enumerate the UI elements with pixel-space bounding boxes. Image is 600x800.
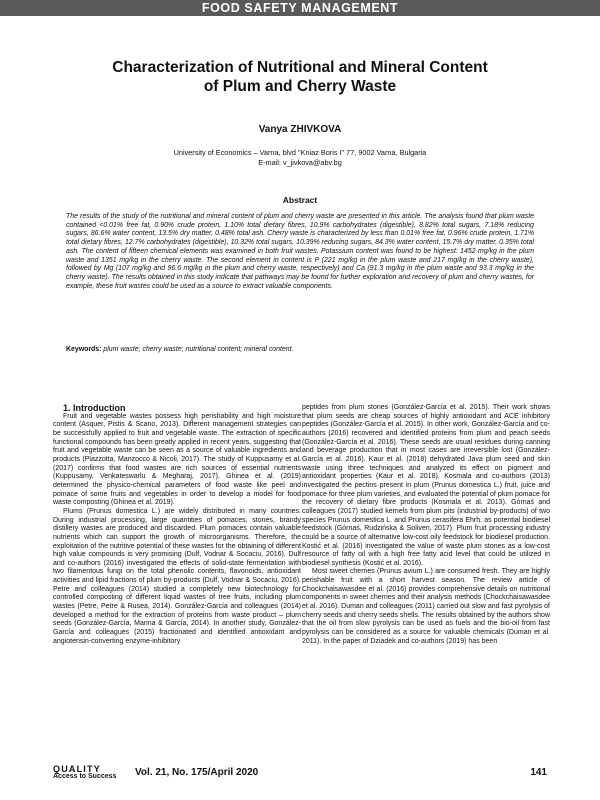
article-title-line-1: Characterization of Nutritional and Mineral Content bbox=[112, 59, 488, 76]
journal-brand-tagline: Access to Success bbox=[53, 773, 117, 780]
journal-brand bbox=[53, 765, 116, 781]
article-title-line-2: of Plum and Cherry Waste bbox=[203, 78, 397, 95]
left-column bbox=[53, 404, 301, 646]
affiliation: University of Economics – Varna, blvd "Kniaz Boris I" 77, 9002 Varna, Bulgaria bbox=[173, 148, 427, 157]
journal-brand-name: QUALITY bbox=[53, 764, 101, 774]
author-affiliation-block bbox=[40, 148, 560, 168]
abstract-heading: Abstract bbox=[282, 195, 318, 205]
keywords-list: plum waste; cherry waste; nutritional content; mineral content. bbox=[103, 346, 294, 353]
body-paragraph: peptides from plum stones (González-García et al. 2015). Their work shows that plum seeds are cheap sources of highly antioxidant and ACE inhibitory peptides (González-García et al. 2015). In other work, González-García and co-authors (2016) recovered and identified proteins from plum and peach seeds (González-García et al. 2016). These seeds are usual residues during canning and beverage production that in most cases are irreversible lost (González-García et al. 2016). Kaur et al. (2018) dehydrated Java plum seed and skin waste using three techniques and analyzed its effect on pigment and antioxidant properties (Kaur et al. 2018). Kosmala and co-authors (2013) investigated the pectins present in plum (Prunus domestica L.) fruit, juice and pomace for three plum varieties, and evaluated the potential of plum pomace for the recovery of dietary fibre products (Kosmala et al. 2013). Górnaś and colleagues (2017) studied kernels from plum pits (industrial by-products) of two species Prunus domestica L. and Prunus cerasifera Ehrh. as potential biodiesel feedstock (Górnaś, Rudzińska & Soliven, 2017). Plum fruit processing industry could be a source of alternative low-cost oily feedstock for biodiesel production. Kostić et al. (2016) investigated the value of waste plum stones as a low-cost resource of fatty oil with a high free fatty acid level that could be utilized in biodiesel synthesis (Kostić et al. 2016). bbox=[302, 404, 550, 567]
keywords-line bbox=[66, 345, 534, 354]
author-email: E-mail: v_jivkova@abv.bg bbox=[258, 158, 342, 167]
body-paragraph: Fruit and vegetable wastes possess high perishability and high moisture content (Asquer, Pistis & Scano, 2013). Different management strategies can be successfully applied to fruit and vegetable waste. The extraction of specific functional compounds has been greatly applied in recent years, suggesting that fruit and vegetable waste can be seen as a source of valuable ingredients and products (Plazzotta, Manzocco & Nicoli, 2017). The study of Kuppusamy et al. (2017) confirms that food wastes are rich sources of essential nutrients (Kuppusamy, Venkateswarlu & Megharaj, 2017). Ghinea et al. (2019) determined the physico-chemical parameters of food waste like peel and pomace of some fruits and vegetables in order to develop a model for food waste composting (Ghinea et al. 2019). bbox=[53, 412, 301, 507]
abstract-text: The results of the study of the nutritional and mineral content of plum and cherry waste are presented in this article. The analysis found that plum waste contained <0.01% free fat, 0.90% crude protein, 1.10% total dietary fibres, 10.9% carbohydrates (digestible), 8.82% total sugars, 7.18% reducing sugars, 86.6% water content, 13.5% dry matter, 0.48% total ash. Cherry waste is characterized by less than 0.01% free fat, 0.96% crude protein, 1.71% total dietary fibres, 12.7% carbohydrates (digestible), 10.32% total sugars, 10.39% reducing sugars, 84.3% water content, 15.7% dry matter, 0.35% total ash. The content of fifteen chemical elements was examined in both fruit wastes. Potassium content was found to be highest: 1452 mg/kg in the plum waste and 1351 mg/kg in the cherry waste. The second element in content is P (221 mg/kg in the plum waste and 217 mg/kg in the cherry waste), followed by Mg (107 mg/kg and 96.6 mg/kg in the plum and cherry waste, respectively) and Ca (91.3 mg/kg in the plum waste and 93.3 mg/kg in the cherry waste). The results obtained in this study indicate that pathways may be found for further exploration and recovery of plum and cherry wastes, for example, these fruit wastes could be used as a source to extract valuable components. bbox=[66, 213, 534, 290]
page-number: 141 bbox=[530, 767, 547, 778]
section-banner bbox=[0, 0, 600, 16]
keywords-label: Keywords: bbox=[66, 346, 102, 353]
page-footer bbox=[53, 765, 547, 785]
right-column bbox=[302, 404, 550, 646]
article-title bbox=[40, 58, 560, 96]
body-paragraph: Plums (Prunus domestica L.) are widely distributed in many countries. During industrial processing, large quantities of pomaces, stones, brandy distillery wastes are produced and discarded. Plum pomaces contain valuable nutrients which can support the growth of microorganisms. Therefore, the exploitation of the nutritive potential of these wastes for the obtaining of different high value compounds is very promising (Dulf, Vodnar & Socaciu, 2016). Dulf and co-authors (2016) investigated the effects of solid-state fermentation with two filamentous fungi on the total phenolic contents, flavonoids, antioxidant activities and lipid fractions of plum by-products (Dulf, Vodnar & Socaciu, 2016). Petre and colleagues (2014) studied a completely new biotechnology for controlled composting of different liquid wastes of tree fruits, including plum wastes (Petre, Petre & Rusea, 2014). González-García and colleagues (2014) developed a method for the extraction of proteins from waste product – plum seeds (González-García, Marina & García, 2014). In another study, González-García and colleagues (2015) fractionated and identified antioxidant and angiotensin-converting enzyme-inhibitory bbox=[53, 507, 301, 645]
journal-volume: Vol. 21, No. 175/April 2020 bbox=[135, 767, 259, 778]
section-label: FOOD SAFETY MANAGEMENT bbox=[201, 1, 399, 15]
body-paragraph: Most sweet cherries (Prunus avium L.) are consumed fresh. They are highly perishable fruit with a short harvest season. The review article of Chockchaisawasdee et al. (2016) provides comprehensive details on nutritional components in sweet cherries and their analysis methods (Chockchaisawasdee et al. 2016). Duman and colleagues (2011) carried out slow and fast pyrolysis of cherry seeds and cherry seeds shells. The results obtained by the authors show that the oil from slow pyrolysis can be used as fuels and the bio-oil from fast pyrolysis can be considered as a source for valuable chemicals (Duman et al. 2011). In the paper of Dziadek and co-authors (2019) has been bbox=[302, 568, 550, 645]
author-name: Vanya ZHIVKOVA bbox=[258, 124, 342, 135]
section-heading-introduction: 1. Introduction bbox=[63, 403, 126, 413]
